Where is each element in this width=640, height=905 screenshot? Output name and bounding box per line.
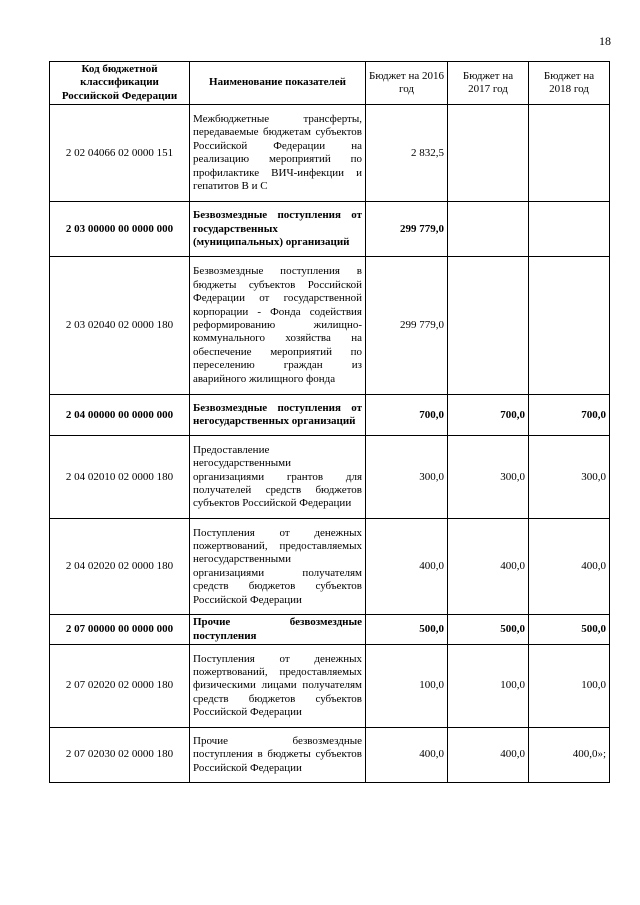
table-row (50, 645, 610, 728)
row-2016: 299 779,0 (366, 257, 448, 395)
row-2017: 400,0 (448, 519, 529, 615)
row-2017 (448, 202, 529, 257)
header-code: Код бюджетной классификации Российской Федерации (50, 62, 190, 105)
row-name: Прочие безвозмездные поступления (190, 615, 366, 645)
table-row (50, 436, 610, 519)
row-code: 2 04 02010 02 0000 180 (50, 436, 190, 519)
row-2016: 500,0 (366, 615, 448, 645)
row-code: 2 03 02040 02 0000 180 (50, 257, 190, 395)
row-2017: 100,0 (448, 645, 529, 728)
row-2018 (529, 257, 610, 395)
row-2018: 700,0 (529, 395, 610, 436)
row-name: Безвозмездные поступления в бюджеты субъектов Российской Федерации от государственной корпорации - Фонда содействия реформированию жилищно-коммунального хозяйства на обеспечение мероприятий по переселению граждан из аварийного жилищного фонда (190, 257, 366, 395)
row-2018: 300,0 (529, 436, 610, 519)
row-code: 2 07 00000 00 0000 000 (50, 615, 190, 645)
row-2017 (448, 105, 529, 202)
row-2017: 700,0 (448, 395, 529, 436)
header-2017: Бюджет на 2017 год (448, 62, 529, 105)
budget-table (49, 61, 610, 783)
row-code: 2 07 02030 02 0000 180 (50, 728, 190, 783)
table-row (50, 395, 610, 436)
row-name: Безвозмездные поступления от государственных (муниципальных) организаций (190, 202, 366, 257)
row-2018 (529, 202, 610, 257)
row-2018: 100,0 (529, 645, 610, 728)
header-name: Наименование показателей (190, 62, 366, 105)
table-row (50, 257, 610, 395)
row-2016: 100,0 (366, 645, 448, 728)
row-code: 2 07 02020 02 0000 180 (50, 645, 190, 728)
page-number: 18 (599, 34, 611, 48)
row-name: Предоставление негосударственными организациями грантов для получателей средств бюджетов субъектов Российской Федерации (190, 436, 366, 519)
row-2017: 500,0 (448, 615, 529, 645)
table-header-row (50, 62, 610, 105)
row-2016: 300,0 (366, 436, 448, 519)
row-code: 2 04 02020 02 0000 180 (50, 519, 190, 615)
row-name: Поступления от денежных пожертвований, предоставляемых негосударственными организациями получателям средств бюджетов субъектов Российской Федерации (190, 519, 366, 615)
row-2018: 400,0»; (529, 728, 610, 783)
table-row (50, 728, 610, 783)
header-2018: Бюджет на 2018 год (529, 62, 610, 105)
row-name: Межбюджетные трансферты, передаваемые бюджетам субъектов Российской Федерации на реализацию мероприятий по профилактике ВИЧ-инфекции и гепатитов B и C (190, 105, 366, 202)
table-row (50, 202, 610, 257)
row-code: 2 04 00000 00 0000 000 (50, 395, 190, 436)
table-row (50, 519, 610, 615)
table-row (50, 615, 610, 645)
row-2016: 2 832,5 (366, 105, 448, 202)
row-2016: 700,0 (366, 395, 448, 436)
row-2016: 400,0 (366, 519, 448, 615)
row-name: Прочие безвозмездные поступления в бюджеты субъектов Российской Федерации (190, 728, 366, 783)
table-row (50, 105, 610, 202)
header-2016: Бюджет на 2016 год (366, 62, 448, 105)
row-2016: 299 779,0 (366, 202, 448, 257)
row-name: Поступления от денежных пожертвований, предоставляемых физическими лицами получателям средств бюджетов субъектов Российской Федерации (190, 645, 366, 728)
row-2017: 400,0 (448, 728, 529, 783)
row-2016: 400,0 (366, 728, 448, 783)
row-2018: 500,0 (529, 615, 610, 645)
row-2018 (529, 105, 610, 202)
row-2017 (448, 257, 529, 395)
row-code: 2 03 00000 00 0000 000 (50, 202, 190, 257)
row-name: Безвозмездные поступления от негосударственных организаций (190, 395, 366, 436)
row-2018: 400,0 (529, 519, 610, 615)
row-2017: 300,0 (448, 436, 529, 519)
row-code: 2 02 04066 02 0000 151 (50, 105, 190, 202)
